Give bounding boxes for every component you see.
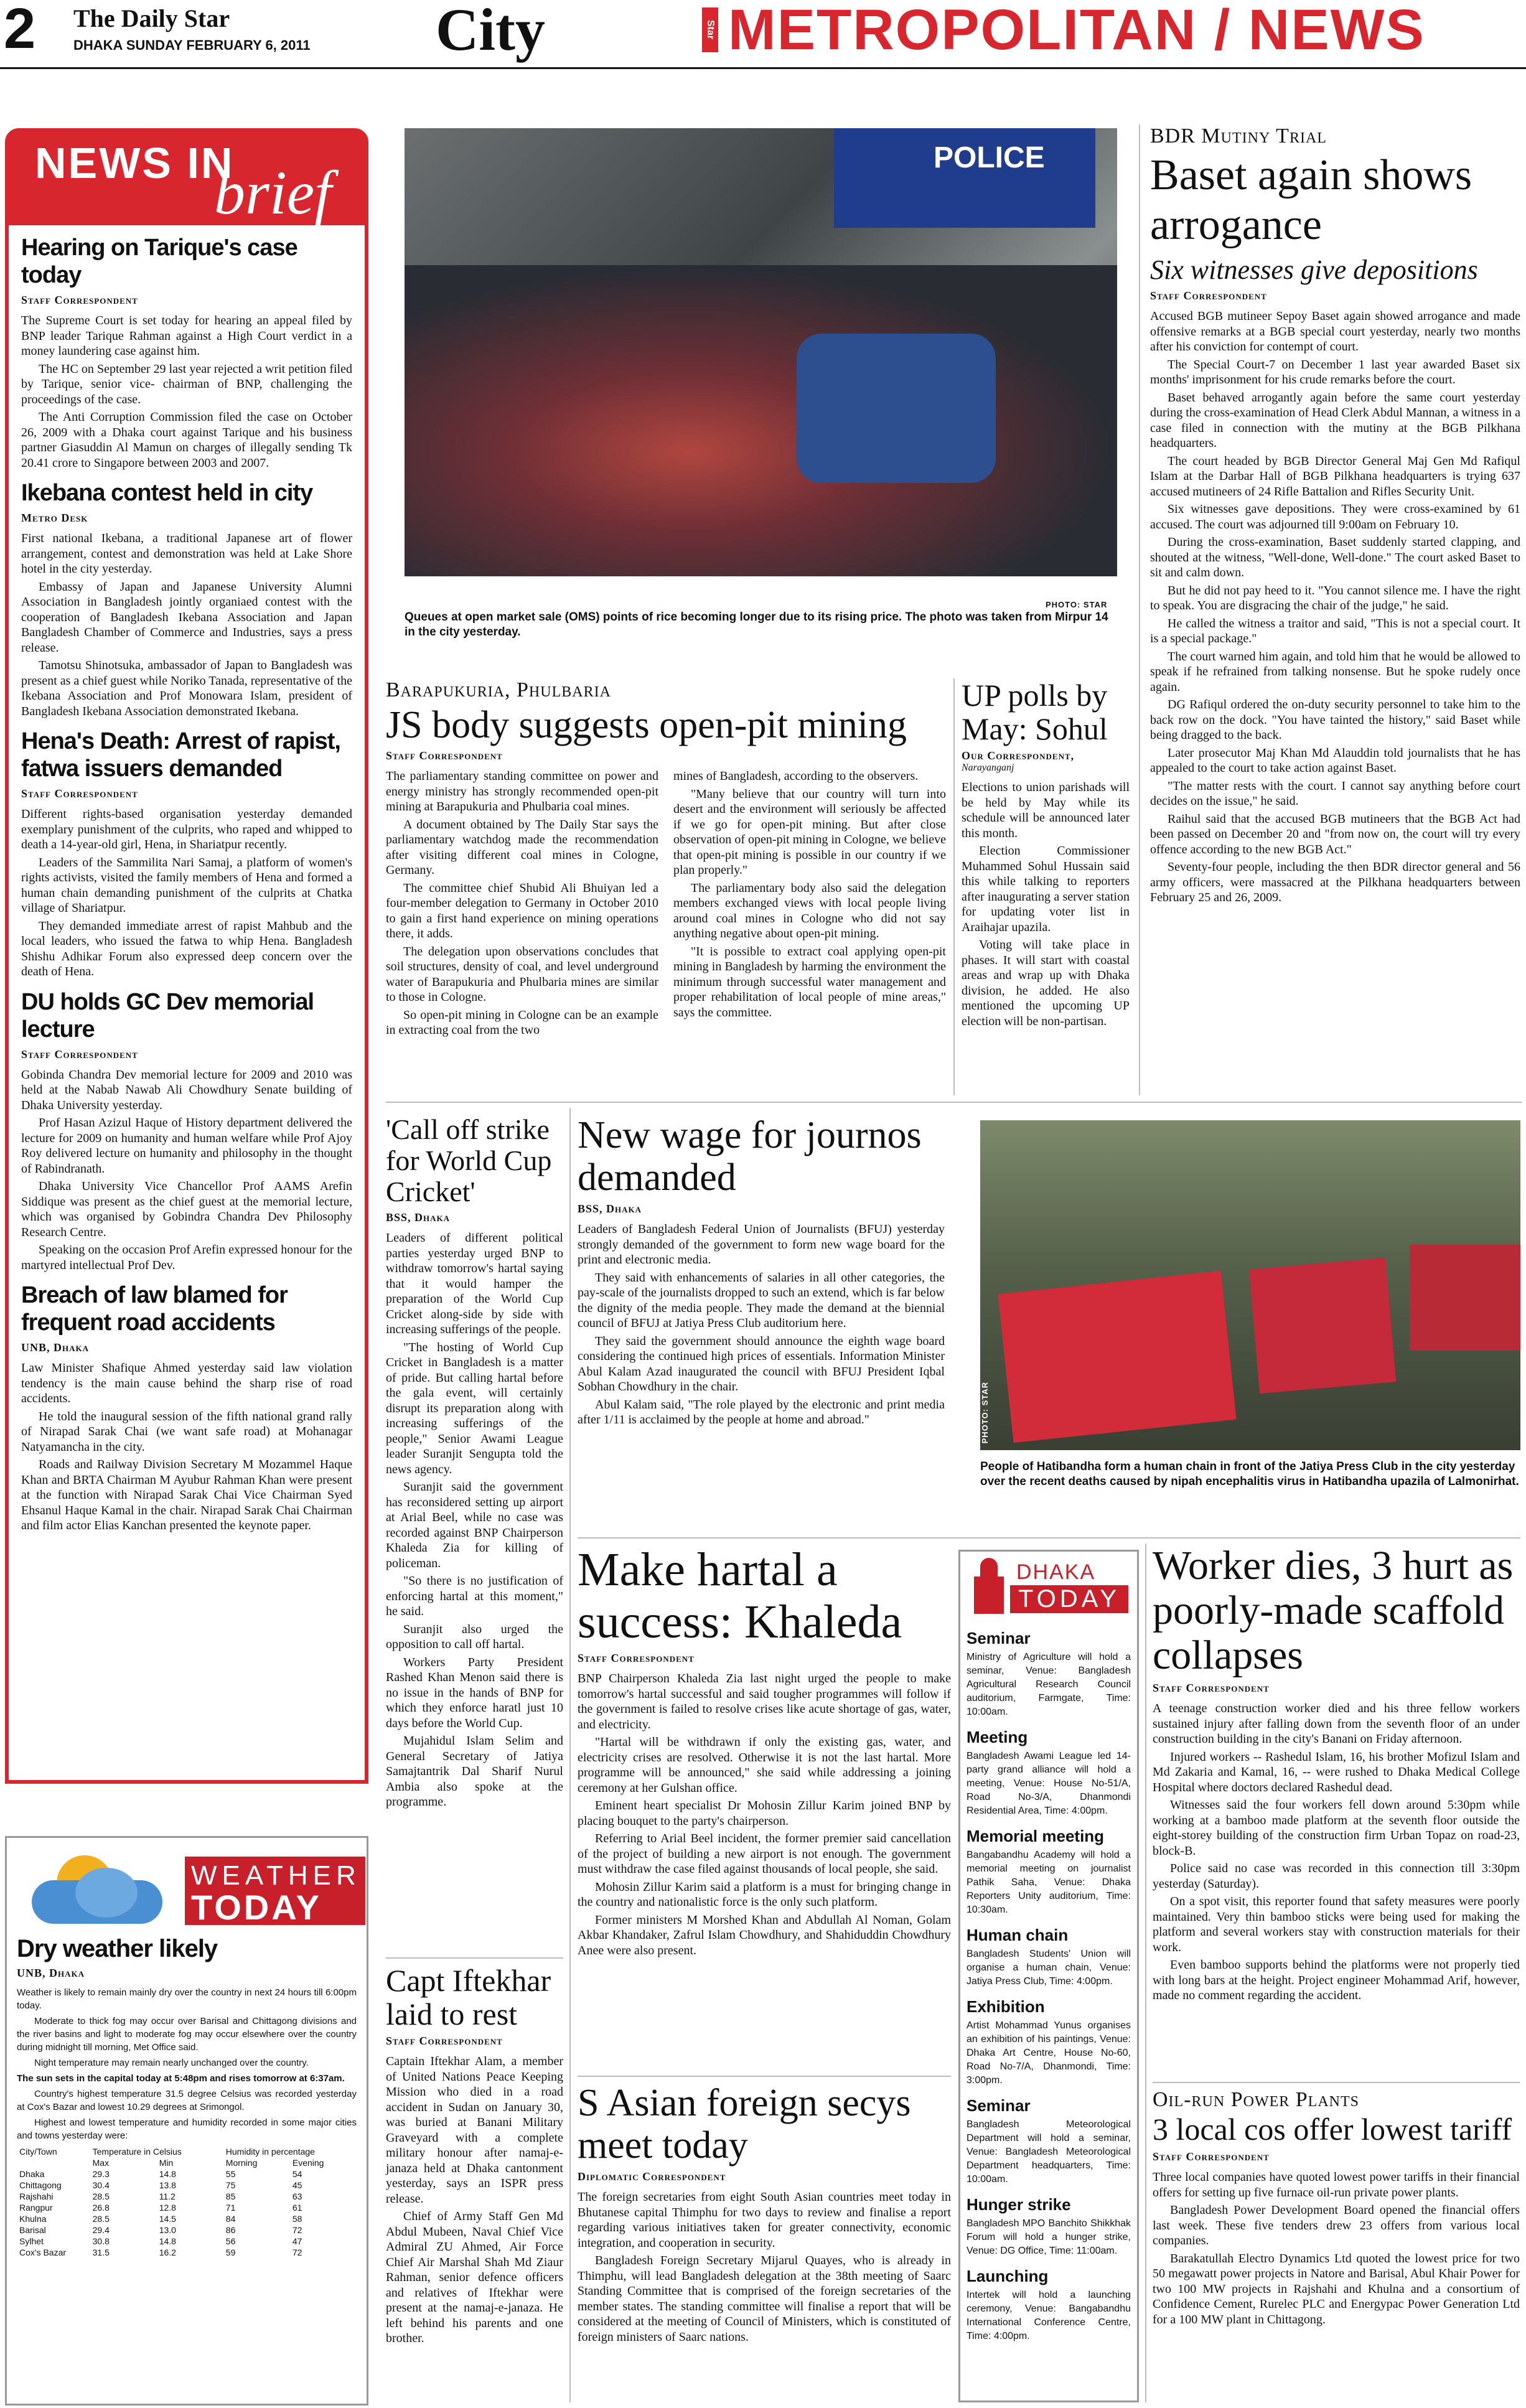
up-polls-story bbox=[962, 678, 1130, 1031]
tariff-byline: Staff Correspondent bbox=[1153, 2150, 1270, 2163]
mining-headline: JS body suggests open-pit mining bbox=[386, 704, 907, 746]
brief-text bbox=[21, 313, 352, 471]
paragraph: Highest and lowest temperature and humidity recorded in some major cities and towns yesterday were: bbox=[17, 2117, 357, 2141]
table-cell: 16.2 bbox=[159, 2247, 176, 2257]
paragraph: The foreign secretaries from eight South Asian countries meet today in Bhutanese capital Thimphu for two days to review and finalise a report regarding various initiatives taken for greater connectivity, economic integration, and cooperation in security. bbox=[578, 2190, 951, 2250]
paragraph: "The matter rests with the court. I cannot say anything before court decides on the issue," he said. bbox=[1150, 779, 1520, 808]
paragraph: The Special Court-7 on December 1 last year awarded Baset six months' imprisonment for his crude remarks before the court. bbox=[1150, 357, 1520, 386]
brief-byline: Metro Desk bbox=[21, 512, 88, 524]
brief-byline: Staff Correspondent bbox=[21, 1047, 138, 1061]
dhaka-today-word1: DHAKA bbox=[1016, 1560, 1096, 1584]
saarc-byline: Diplomatic Correspondent bbox=[578, 2170, 726, 2183]
table-cell: 55 bbox=[225, 2169, 236, 2179]
paragraph: Even bamboo supports behind the platforms were not properly tied with long bars at the height. Project engineer Mohammad Arif, however, made no comment regarding the accident. bbox=[1153, 1958, 1520, 2002]
paragraph: Barakatullah Electro Dynamics Ltd quoted the lowest price for two 50 megawatt power projects in Natore and Barisal, Abul Khair Power for two 100 MW projects in Rajshahi and Khulna and a consortium of Confidence Cement, Rurelec PLC and Energypac Power Generation Ltd for a 100 MW plant in Chittagong. bbox=[1153, 2251, 1520, 2326]
paragraph: The HC on September 29 last year rejected a writ petition filed by Tarique, senior vice- chairman of BNP, challenging the proceedings of the case. bbox=[21, 362, 352, 406]
paragraph: Election Commissioner Muhammed Sohul Hussain said this while talking to reporters after inaugurating a server station for updating voter list in Araihajar upazila. bbox=[962, 844, 1130, 934]
scaffold-story bbox=[1153, 1544, 1520, 2006]
rule bbox=[1145, 1544, 1146, 2402]
saarc-headline: S Asian foreign secys meet today bbox=[578, 2082, 911, 2167]
paragraph: Leaders of different political parties yesterday urged BNP to withdraw tomorrow's hartal saying that it would hamper the preparation of the World Cup Cricket along-side by side with increasing sufferings of the people. bbox=[386, 1231, 563, 1336]
event-item bbox=[967, 1629, 1131, 1719]
rule bbox=[1139, 124, 1140, 1095]
paragraph: So open-pit mining in Cologne can be an example in extracting coal from the two bbox=[386, 1008, 658, 1037]
events-list bbox=[967, 1629, 1131, 2343]
paragraph: Weather is likely to remain mainly dry over the country in next 24 hours till 6:00pm today. bbox=[17, 1987, 357, 2011]
event-item bbox=[967, 1926, 1131, 1989]
paragraph: Six witnesses gave depositions. They were cross-examined by 61 accused. The court was adjourned till 9:00am on February 10. bbox=[1150, 502, 1520, 532]
paragraph: The committee chief Shubid Ali Bhuiyan led a four-member delegation to Germany in October 2010 to gain a first hand experience on mining operations there, it adds. bbox=[386, 881, 658, 940]
table-cell: Khulna bbox=[19, 2214, 47, 2224]
brief-byline: Staff Correspondent bbox=[21, 294, 138, 306]
brief-item bbox=[21, 988, 352, 1273]
mining-kicker: Barapukuria, Phulbaria bbox=[386, 678, 611, 701]
brief-headline: Hearing on Tarique's case today bbox=[21, 235, 297, 288]
paragraph: Elections to union parishads will be held by May while its schedule will be announced later this month. bbox=[962, 780, 1130, 840]
wx-col-hum: Humidity in percentage bbox=[225, 2147, 315, 2157]
brief-item bbox=[21, 1281, 352, 1534]
brief-headline: DU holds GC Dev memorial lecture bbox=[21, 988, 314, 1042]
weather-byline: UNB, Dhaka bbox=[17, 1967, 85, 1979]
iftekhar-text bbox=[386, 2054, 563, 2346]
dhaka-today-box bbox=[958, 1550, 1139, 2402]
paragraph: Different rights-based organisation yesterday demanded exemplary punishment of the culprits, who raped and whipped to death a 14-year-old girl, Hena, in Shariatpur recently. bbox=[21, 807, 352, 851]
paragraph: BNP Chairperson Khaleda Zia last night urged the people to make tomorrow's hartal successful and said tougher programmes will follow if the government is failed to resolve crises like acute shortage of gas, water, and electricity. bbox=[578, 1672, 951, 1731]
iftekhar-headline: Capt Iftekhar laid to rest bbox=[386, 1963, 551, 2031]
event-title: Meeting bbox=[967, 1728, 1028, 1746]
paragraph: Roads and Railway Division Secretary M Mozammel Haque Khan and BRTA Chairman M Ayubur Rahman Khan were present at the function with Nirapad Sarak Chai Vice Chairman Syed Ehsanul Haque Kamal in the chair. Nirapad Sarak Chai Chairman and film actor Elias Kanchan presented the keynote paper. bbox=[21, 1458, 352, 1532]
brief-items bbox=[21, 234, 352, 1534]
table-cell: Dhaka bbox=[19, 2169, 45, 2179]
iftekhar-byline: Staff Correspondent bbox=[386, 2035, 503, 2047]
event-item bbox=[967, 2195, 1131, 2258]
journos-byline: BSS, Dhaka bbox=[578, 1202, 642, 1215]
wx-subheader-cell: Max bbox=[92, 2158, 110, 2168]
chain-photo-caption: People of Hatibandha form a human chain in front of the Jatiya Press Club in the city yesterday over the recent deaths caused by nipah encephalitis virus in Hatibandha upazila of Lalmonirhat. bbox=[980, 1460, 1519, 1488]
table-cell: 28.5 bbox=[92, 2191, 110, 2201]
bdr-kicker: BDR Mutiny Trial bbox=[1150, 124, 1327, 148]
brief-text bbox=[21, 531, 352, 719]
paragraph: "Hartal will be withdrawn if only the existing gas, water, and electricity crises are resolved. Otherwise it is not the last hartal. More programme will be announced," she said while addressing a joining ceremony at her Gulshan office. bbox=[578, 1735, 951, 1795]
event-item bbox=[967, 1997, 1131, 2087]
table-cell: 14.5 bbox=[159, 2214, 176, 2224]
paragraph: "It is possible to extract coal applying open-pit mining in Bangladesh by harming the environment the minimum through successful water management and proper rehabilitation of local people of mine areas," says the committee. bbox=[673, 944, 946, 1019]
table-row bbox=[17, 2191, 357, 2202]
table-cell: Sylhet bbox=[19, 2236, 44, 2246]
event-item bbox=[967, 2096, 1131, 2186]
tariff-headline: 3 local cos offer lowest tariff bbox=[1153, 2112, 1512, 2147]
call-off-story bbox=[386, 1114, 563, 1812]
call-off-byline: BSS, Dhaka bbox=[386, 1211, 451, 1224]
table-row bbox=[17, 2236, 357, 2247]
table-cell: 47 bbox=[292, 2236, 302, 2246]
weather-banner-word1: WEATHER bbox=[191, 1860, 361, 1891]
up-polls-text bbox=[962, 780, 1130, 1029]
paragraph: Police said no case was recorded in this connection till 3:30pm yesterday (Saturday). bbox=[1153, 1862, 1520, 1891]
table-row bbox=[17, 2224, 357, 2236]
brief-item bbox=[21, 728, 352, 980]
wx-col-temp: Temperature in Celsius bbox=[92, 2147, 182, 2157]
paragraph: The court headed by BGB Director General Maj Gen Md Rafiqul Islam at the Darbar Hall of BGB Pilkhana headquarters is trying 637 accused mutineers of 24 Rifle Battalion and Rifles Security Unit. bbox=[1150, 454, 1520, 499]
wx-subheader bbox=[17, 2157, 357, 2168]
scaffold-headline: Worker dies, 3 hurt as poorly-made scaffold collapses bbox=[1153, 1543, 1514, 1678]
table-cell: 11.2 bbox=[159, 2191, 176, 2201]
event-title: Human chain bbox=[967, 1926, 1069, 1944]
wx-col-city: City/Town bbox=[19, 2147, 57, 2157]
paragraph: Tamotsu Shinotsuka, ambassador of Japan to Bangladesh was present as a chief guest while Noriko Tanada, representative of the Ikebana Association and Prof Monowara Islam, president of Bangladesh Ikebana Association demonstrated Ikebana. bbox=[21, 658, 352, 718]
paragraph: Eminent heart specialist Dr Mohosin Zillur Karim joined BNP by placing bouquet to the party's chairperson. bbox=[578, 1799, 951, 1828]
sun-times: The sun sets in the capital today at 5:48pm and rises tomorrow at 6:37am. bbox=[17, 2073, 345, 2084]
paragraph: During the cross-examination, Baset suddenly started clapping, and shouted at the witness, "Well-done, Well-done." The court asked Baset to sit and calm down. bbox=[1150, 535, 1520, 579]
event-title: Launching bbox=[967, 2267, 1049, 2285]
weather-banner-word2: TODAY bbox=[191, 1888, 322, 1927]
table-cell: 13.0 bbox=[159, 2225, 176, 2235]
paragraph: The Anti Corruption Commission filed the case on October 26, 2009 with a Dhaka court against Tarique and his business partner Giasuddin Al Mamun on charges of illegally sending Tk 20.41 crore to Singapore between 2003 and 2007. bbox=[21, 410, 352, 470]
section-city: City bbox=[436, 0, 545, 63]
event-title: Seminar bbox=[967, 1629, 1031, 1647]
top-photo-caption: Queues at open market sale (OMS) points of rice becoming longer due to its rising price. The photo was taken from Mirpur 14 in the city yesterday. bbox=[405, 611, 1108, 639]
weather-table bbox=[17, 2146, 357, 2258]
rule bbox=[569, 1108, 571, 2402]
paragraph: They demanded immediate arrest of rapist Mahbub and the local leaders, who issued the fatwa to whip Hena. Bangladesh Shishu Adhikar Forum also expressed deep concern over the death of Hena. bbox=[21, 919, 352, 978]
table-cell: 75 bbox=[225, 2180, 236, 2190]
paragraph: "Many believe that our country will turn into desert and the environment will seriously be affected if we go for open-pit mining. But after close observation of open-pit mining in Cologne, we believe that open-pit mining is possible in our country if we plan properly." bbox=[673, 787, 946, 877]
event-item bbox=[967, 1827, 1131, 1917]
weather-banner bbox=[17, 1838, 361, 1931]
paragraph: A document obtained by The Daily Star says the parliamentary watchdog made the recommendation after visiting different coal mines in Cologne, Germany. bbox=[386, 817, 658, 877]
star-mark: Star bbox=[702, 7, 718, 52]
brief-headline: Breach of law blamed for frequent road accidents bbox=[21, 1282, 288, 1336]
event-item bbox=[967, 2267, 1131, 2343]
table-row bbox=[17, 2213, 357, 2224]
brief-banner bbox=[9, 132, 365, 225]
table-cell: 29.3 bbox=[92, 2169, 110, 2179]
hartal-byline: Staff Correspondent bbox=[578, 1652, 695, 1664]
table-cell: 13.8 bbox=[159, 2180, 176, 2190]
paragraph: Chief of Army Staff Gen Md Abdul Mubeen, Naval Chief Vice Admiral ZU Ahmed, Air Force Chief Air Marshal Shah Md Ziaur Rahman, senior defence officers and relatives of Iftekhar were present at the namaj-e-janaza. He left behind his parents and one brother. bbox=[386, 2209, 563, 2345]
paragraph: Speaking on the occasion Prof Arefin expressed honour for the martyred intellectual Prof Dev. bbox=[21, 1243, 352, 1272]
paragraph: Witnesses said the four workers fell down around 5:30pm while working at a bamboo made platform at the seventh floor outside the eight-storey building of the construction firm Urban Topaz on road-23, block-B. bbox=[1153, 1798, 1520, 1858]
table-cell: 71 bbox=[225, 2203, 236, 2213]
paragraph: Law Minister Shafique Ahmed yesterday said law violation tendency is the main cause behind the sharp rise of road accidents. bbox=[21, 1361, 352, 1405]
paragraph: The parliamentary body also said the delegation members exchanged views with local people living around coal mines in Cologne who did not say anything negative about open-pit mining. bbox=[673, 881, 946, 940]
wx-rows bbox=[17, 2168, 357, 2258]
police-truck bbox=[834, 128, 1095, 228]
table-row bbox=[17, 2202, 357, 2213]
mining-story bbox=[386, 678, 946, 1041]
wx-subheader-cell: Evening bbox=[292, 2158, 324, 2168]
paragraph: Mujahidul Islam Selim and General Secretary of Jatiya Samajtantrik Dal Sharif Nurul Ambia also spoke at the programme. bbox=[386, 1734, 563, 1809]
paragraph: He told the inaugural session of the fifth national grand rally of Nirapad Sarak Chai (we want safe road) at Mohanagar Natyamancha in the city. bbox=[21, 1409, 352, 1454]
event-text: Bangladesh Meteorological Department will hold a seminar, Venue: Bangladesh Meteorological Department headquarters, Time: 10:00am. bbox=[967, 2119, 1131, 2185]
paragraph: Later prosecutor Maj Khan Md Alauddin told journalists that he has appealed to the court to take action against Baset. bbox=[1150, 746, 1520, 775]
paragraph: Captain Iftekhar Alam, a member of United Nations Peace Keeping Mission who died in a road accident in Sudan on January 30, was buried at Banani Military Graveyard with a complete military honour after namaj-e-janaza held at Dhaka cantonment yesterday, says an ISPR press release. bbox=[386, 2054, 563, 2206]
brief-item bbox=[21, 479, 352, 719]
table-cell: 56 bbox=[225, 2236, 236, 2246]
table-cell: 30.8 bbox=[92, 2236, 110, 2246]
brief-text bbox=[21, 1361, 352, 1534]
table-cell: 31.5 bbox=[92, 2247, 110, 2257]
bdr-story bbox=[1150, 124, 1520, 908]
paragraph: Three local companies have quoted lowest power tariffs in their financial offers for setting up five furnace oil-run private power plants. bbox=[1153, 2170, 1520, 2200]
brief-byline: UNB, Dhaka bbox=[21, 1341, 90, 1354]
brief-banner-newsin: NEWS IN bbox=[35, 139, 235, 187]
dhaka-today-word2: TODAY bbox=[1010, 1585, 1128, 1613]
paragraph: "The hosting of World Cup Cricket in Bangladesh is a matter of pride. But calling hartal before the gala event, will certainly disrupt its preparation along with increasing sufferings of the people," Senior Awami League leader Suranjit Sengupta told the news agency. bbox=[386, 1340, 563, 1476]
cloud-sun-icon bbox=[32, 1855, 162, 1924]
event-item bbox=[967, 1728, 1131, 1818]
bdr-headline: Baset again shows arrogance bbox=[1150, 151, 1472, 249]
paragraph: Abul Kalam said, "The role played by the electronic and print media after 1/11 is acclaimed by the people at home and abroad." bbox=[578, 1397, 945, 1427]
table-cell: 14.8 bbox=[159, 2236, 176, 2246]
paragraph: The Supreme Court is set today for hearing an appeal filed by BNP leader Tarique Rahman against a High Court verdict in a money laundering case against him. bbox=[21, 314, 352, 358]
event-text: Bangladesh Awami League led 14-party grand alliance will hold a meeting, Venue: House No-51/A, Road No-3/A, Dhanmondi Residential Area, Time: 4:00pm. bbox=[967, 1751, 1131, 1816]
tariff-text bbox=[1153, 2170, 1520, 2327]
tariff-kicker: Oil-run Power Plants bbox=[1153, 2088, 1360, 2111]
paragraph: The delegation upon observations concludes that soil structures, density of coal, and level underground water of Barapukuria and Phulbaria mines are similar to those in Cologne. bbox=[386, 944, 658, 1004]
paragraph: But he did not pay heed to it. "You cannot silence me. I have the right to speak. You are disgracing the chair of the judge," he said. bbox=[1150, 583, 1520, 612]
paragraph: The court warned him again, and told him that he would be allowed to speak if he refrained from talking nonsense. But he spoke rudely once again. bbox=[1150, 649, 1520, 694]
table-cell: Cox's Bazar bbox=[19, 2247, 67, 2257]
news-in-brief-box bbox=[5, 128, 368, 1784]
rule bbox=[578, 2076, 951, 2077]
paragraph: Baset behaved arrogantly again before the same court yesterday during the cross-examination of Head Clerk Abdul Mannan, a witness in a case filed in connection with the mutiny at the BGB Pilkhana headquarters. bbox=[1150, 390, 1520, 450]
table-cell: 59 bbox=[225, 2247, 236, 2257]
paragraph: He called the witness a traitor and said, "This is not a special court. It is a special package." bbox=[1150, 616, 1520, 645]
paragraph: Voting will take place in phases. It will start with coastal areas and wrap up with Dhaka division, he added. He also mentioned the upcoming UP election will be non-partisan. bbox=[962, 938, 1130, 1028]
paragraph: Suranjit also urged the opposition to call off hartal. bbox=[386, 1622, 563, 1651]
paragraph: First national Ikebana, a traditional Japanese art of flower arrangement, contest and demonstration was held at Lake Shore hotel in the city yesterday. bbox=[21, 532, 352, 576]
paragraph: "So there is no justification of enforcing hartal at this moment," he said. bbox=[386, 1574, 563, 1618]
paragraph: Accused BGB mutineer Sepoy Baset again showed arrogance and made offensive remarks at a BGB special court yesterday, nearly two months after his conviction for contempt of court. bbox=[1150, 309, 1520, 354]
paragraph: A teenage construction worker died and his three fellow workers sustained injury after falling down from the seventh floor of an under construction building in the city's Banani on Friday afternoon. bbox=[1153, 1702, 1520, 1746]
mining-col2 bbox=[673, 769, 946, 1041]
brief-banner-brief: brief bbox=[214, 158, 332, 227]
bdr-byline: Staff Correspondent bbox=[1150, 289, 1267, 302]
table-cell: 29.4 bbox=[92, 2225, 110, 2235]
dateline: DHAKA SUNDAY FEBRUARY 6, 2011 bbox=[73, 37, 311, 53]
paragraph: Prof Hasan Azizul Haque of History department delivered the lecture for 2009 on humanity and human welfare while Prof Ajoy Roy delivered lecture on humanity and philosophy in the thought of Rabindranath. bbox=[21, 1116, 352, 1176]
saarc-story bbox=[578, 2082, 951, 2347]
call-off-text bbox=[386, 1230, 563, 1810]
paragraph: Dhaka University Vice Chancellor Prof AAMS Arefin Siddique was present as the chief guest at the memorial lecture, which was organised by Gobindra Chandra Dev Philosophy Research Centre. bbox=[21, 1179, 352, 1239]
paragraph: Bangladesh Foreign Secretary Mijarul Quayes, who is already in Thimphu, will lead Bangladesh delegation at the 38th meeting of Saarc Standing Committee that is comprised of the foreign secretaries of the member states. The standing committee will finalise a report that will be considered at the meeting of Council of Ministers, which is constituted of foreign ministers of Saarc nations. bbox=[578, 2254, 951, 2344]
hartal-text bbox=[578, 1671, 951, 1958]
wx-subheader-cell: Min bbox=[159, 2158, 174, 2168]
paragraph: Raihul said that the accused BGB mutineers that the BGB Act had been passed on December 20 and "from now on, the court will try every offence according to the new BGB Act." bbox=[1150, 812, 1520, 856]
paragraph: mines of Bangladesh, according to the observers. bbox=[673, 769, 919, 783]
journos-story bbox=[578, 1114, 945, 1430]
paragraph: Mohosin Zillur Karim said a platform is a must for bringing change in the country and nationalistic force is the only such platform. bbox=[578, 1880, 951, 1909]
table-row bbox=[17, 2180, 357, 2191]
human-chain-photo bbox=[980, 1120, 1520, 1450]
table-row bbox=[17, 2247, 357, 2258]
table-cell: 30.4 bbox=[92, 2180, 110, 2190]
table-cell: 28.5 bbox=[92, 2214, 110, 2224]
paper-name: The Daily Star bbox=[73, 4, 230, 32]
brief-byline: Staff Correspondent bbox=[21, 787, 138, 800]
rule bbox=[1153, 2082, 1520, 2083]
table-cell: 14.8 bbox=[159, 2169, 176, 2179]
page-number: 2 bbox=[4, 0, 36, 60]
paragraph: Workers Party President Rashed Khan Menon said there is no issue in the hands of BNP for which they enforce haratl just 10 days before the World Cup. bbox=[386, 1655, 563, 1730]
weather-headline: Dry weather likely bbox=[17, 1935, 218, 1962]
mining-byline: Staff Correspondent bbox=[386, 749, 503, 762]
table-cell: 45 bbox=[292, 2180, 302, 2190]
paragraph: Country's highest temperature 31.5 degree Celsius was recorded yesterday at Cox's Bazar and lowest 10.29 degrees at Srimongol. bbox=[17, 2089, 357, 2112]
table-cell: Chittagong bbox=[19, 2180, 62, 2190]
bdr-subhead: Six witnesses give depositions bbox=[1150, 255, 1478, 285]
hartal-story bbox=[578, 1544, 951, 1961]
call-off-headline: 'Call off strike for World Cup Cricket' bbox=[386, 1113, 552, 1207]
event-text: Ministry of Agriculture will hold a seminar, Venue: Bangladesh Agricultural Research Council auditorium, Farmgate, Time: 10:00am. bbox=[967, 1652, 1131, 1717]
journos-headline: New wage for journos demanded bbox=[578, 1114, 922, 1199]
event-title: Seminar bbox=[967, 2096, 1031, 2115]
table-cell: 12.8 bbox=[159, 2203, 176, 2213]
table-cell: 63 bbox=[292, 2191, 302, 2201]
mining-col1 bbox=[386, 769, 658, 1041]
up-polls-byline: Our Correspondent, bbox=[962, 749, 1075, 762]
table-cell: 72 bbox=[292, 2225, 302, 2235]
monument-icon bbox=[970, 1558, 1008, 1614]
event-title: Memorial meeting bbox=[967, 1827, 1105, 1845]
scaffold-text bbox=[1153, 1701, 1520, 2003]
paragraph: Former ministers M Morshed Khan and Abdullah Al Noman, Golam Akbar Khandaker, Zafrul Islam Chowdhury, and Shahiduddin Chowdhury Anee were also present. bbox=[578, 1913, 951, 1957]
wx-blank bbox=[17, 2157, 90, 2168]
table-row bbox=[17, 2168, 357, 2180]
table-cell: 86 bbox=[225, 2225, 236, 2235]
event-text: Bangladesh MPO Banchito Shikkhak Forum will hold a hunger strike, Venue: DG Office, Time: 11:00am. bbox=[967, 2218, 1131, 2256]
paragraph: Gobinda Chandra Dev memorial lecture for 2009 and 2010 was held at the Nabab Nawab Ali Chowdhury Senate building of Dhaka University yesterday. bbox=[21, 1067, 352, 1112]
table-cell: 84 bbox=[225, 2214, 236, 2224]
paragraph: Referring to Arial Beel incident, the former premier said cancellation of the project of building a new airport is not enough. The government must withdraw the case filed against thousands of local people, she said. bbox=[578, 1832, 951, 1876]
paragraph: DG Rafiqul ordered the on-duty security personnel to take him to the back row on the dock. "You have tainted the history," said Baset while being dragged to the back. bbox=[1150, 698, 1520, 742]
paragraph: Injured workers -- Rashedul Islam, 16, his brother Mofizul Islam and Md Zakaria and Kamal, 16, -- were rushed to Dhaka Medical College Hospital where doctors declared Rashedul dead. bbox=[1153, 1750, 1520, 1794]
up-polls-headline: UP polls by May: Sohul bbox=[962, 678, 1108, 746]
brief-text bbox=[21, 1067, 352, 1273]
iftekhar-story bbox=[386, 1964, 563, 2349]
table-cell: 72 bbox=[292, 2247, 302, 2257]
event-text: Bangladesh Students' Union will organise a human chain, Venue: Jatiya Press Club, Time: 4:00pm. bbox=[967, 1949, 1131, 1987]
table-cell: 85 bbox=[225, 2191, 236, 2201]
paragraph: They said with enhancements of salaries in all other categories, the pay-scale of the journalists dropped to such an extend, which is far below the dignity of the media people. They made the demand at the biennial council of BFUJ at Jatiya Press Club auditorium here. bbox=[578, 1270, 945, 1330]
paragraph: Embassy of Japan and Japanese University Alumni Association in Bangladesh jointly organiaed contest with the cooperation of Bangladesh Ikebana Association and Japan Bangladesh Chamber of Commerce and Industries, says a press release. bbox=[21, 579, 352, 655]
rule bbox=[953, 678, 955, 1095]
paragraph: Night temperature may remain nearly unchanged over the country. bbox=[34, 2058, 309, 2068]
weather-banner-label bbox=[185, 1857, 365, 1925]
brief-text bbox=[21, 807, 352, 980]
rule bbox=[386, 1957, 563, 1959]
table-cell: 58 bbox=[292, 2214, 302, 2224]
paragraph: Leaders of Bangladesh Federal Union of Journalists (BFUJ) yesterday strongly demanded of the government to form new wage board for the print and electronic media. bbox=[578, 1222, 945, 1267]
paragraph: Moderate to thick fog may occur over Barisal and Chittagong divisions and the river basins and light to moderate fog may occur elsewhere over the country during midnight till morning, Met Office said. bbox=[17, 2016, 357, 2053]
rule bbox=[386, 1102, 1522, 1103]
top-photo-credit: PHOTO: STAR bbox=[1046, 600, 1108, 609]
table-cell: 54 bbox=[292, 2169, 302, 2179]
table-cell: Barisal bbox=[19, 2225, 46, 2235]
paragraph: The parliamentary standing committee on power and energy ministry has strongly recommended open-pit mining at Barapukuria and Phulbaria coal mines. bbox=[386, 769, 658, 813]
wx-subheader-cell: Morning bbox=[225, 2158, 258, 2168]
event-text: Artist Mohammad Yunus organises an exhibition of his paintings, Venue: Dhaka Art Centre, House No-60, Road No-7/A, Dhanmondi, Time: 3:00pm. bbox=[967, 2020, 1131, 2086]
up-polls-place: Narayanganj bbox=[962, 762, 1014, 773]
table-cell: Rangpur bbox=[19, 2203, 53, 2213]
table-cell: 26.8 bbox=[92, 2203, 110, 2213]
paragraph: Seventy-four people, including the then BDR director general and 56 army officers, were massacred at the Pilkhana headquarters between February 25 and 26, 2009. bbox=[1150, 860, 1520, 904]
chain-photo-credit: PHOTO: STAR bbox=[980, 1382, 990, 1444]
table-cell: Rajshahi bbox=[19, 2191, 54, 2201]
bdr-text bbox=[1150, 309, 1520, 906]
table-cell: 61 bbox=[292, 2203, 302, 2213]
event-title: Exhibition bbox=[967, 1997, 1045, 2016]
event-text: Intertek will hold a launching ceremony, Venue: Bangabandhu International Conference Centre, Time: 4:00pm. bbox=[967, 2290, 1131, 2341]
paragraph: Leaders of the Sammilita Nari Samaj, a platform of women's rights activists, visited the family members of Hena and formed a human chain demanding punishment of the culprits at Chatka village of Shariatpur. bbox=[21, 855, 352, 915]
tariff-story bbox=[1153, 2088, 1520, 2330]
paragraph: Suranjit said the government has reconsidered setting up airport at Arial Beel, while no case was recorded against BNP Chairperson Khaleda Zia for killing of policeman. bbox=[386, 1480, 563, 1570]
oms-queue-photo bbox=[405, 128, 1117, 576]
brief-headline: Hena's Death: Arrest of rapist, fatwa issuers demanded bbox=[21, 728, 340, 782]
weather-box bbox=[5, 1836, 368, 2406]
journos-text bbox=[578, 1222, 945, 1428]
section-title: METROPOLITAN / NEWS bbox=[728, 0, 1425, 62]
rule bbox=[578, 1537, 1520, 1539]
brief-item bbox=[21, 234, 352, 471]
weather-text bbox=[17, 1986, 357, 2142]
event-text: Bangabandhu Academy will hold a memorial meeting on journalist Pathik Saha, Venue: Dhaka Reporters Unity auditorium, Time: 10:30am. bbox=[967, 1850, 1131, 1915]
scaffold-byline: Staff Correspondent bbox=[1153, 1682, 1270, 1694]
hartal-headline: Make hartal a success: Khaleda bbox=[578, 1544, 902, 1648]
dhaka-today-banner bbox=[967, 1552, 1131, 1620]
brief-headline: Ikebana contest held in city bbox=[21, 480, 313, 506]
police-sign: POLICE bbox=[934, 141, 1045, 174]
event-title: Hunger strike bbox=[967, 2195, 1071, 2214]
saarc-text bbox=[578, 2190, 951, 2345]
paragraph: On a spot visit, this reporter found that safety measures were poorly maintained. Very thin bamboo sticks were being used for making the platform and several workers stay with construction materials for their work. bbox=[1153, 1895, 1520, 1954]
masthead bbox=[0, 0, 1526, 69]
paragraph: They said the government should announce the eighth wage board considering the continued high prices of essentials. Information Minister Abul Kalam Azad inaugurated the council with BFUJ President Iqbal Sobhan Chowdhury in the chair. bbox=[578, 1334, 945, 1394]
paragraph: Bangladesh Power Development Board opened the financial offers last week. These five tenders drew 23 offers from various local companies. bbox=[1153, 2203, 1520, 2247]
